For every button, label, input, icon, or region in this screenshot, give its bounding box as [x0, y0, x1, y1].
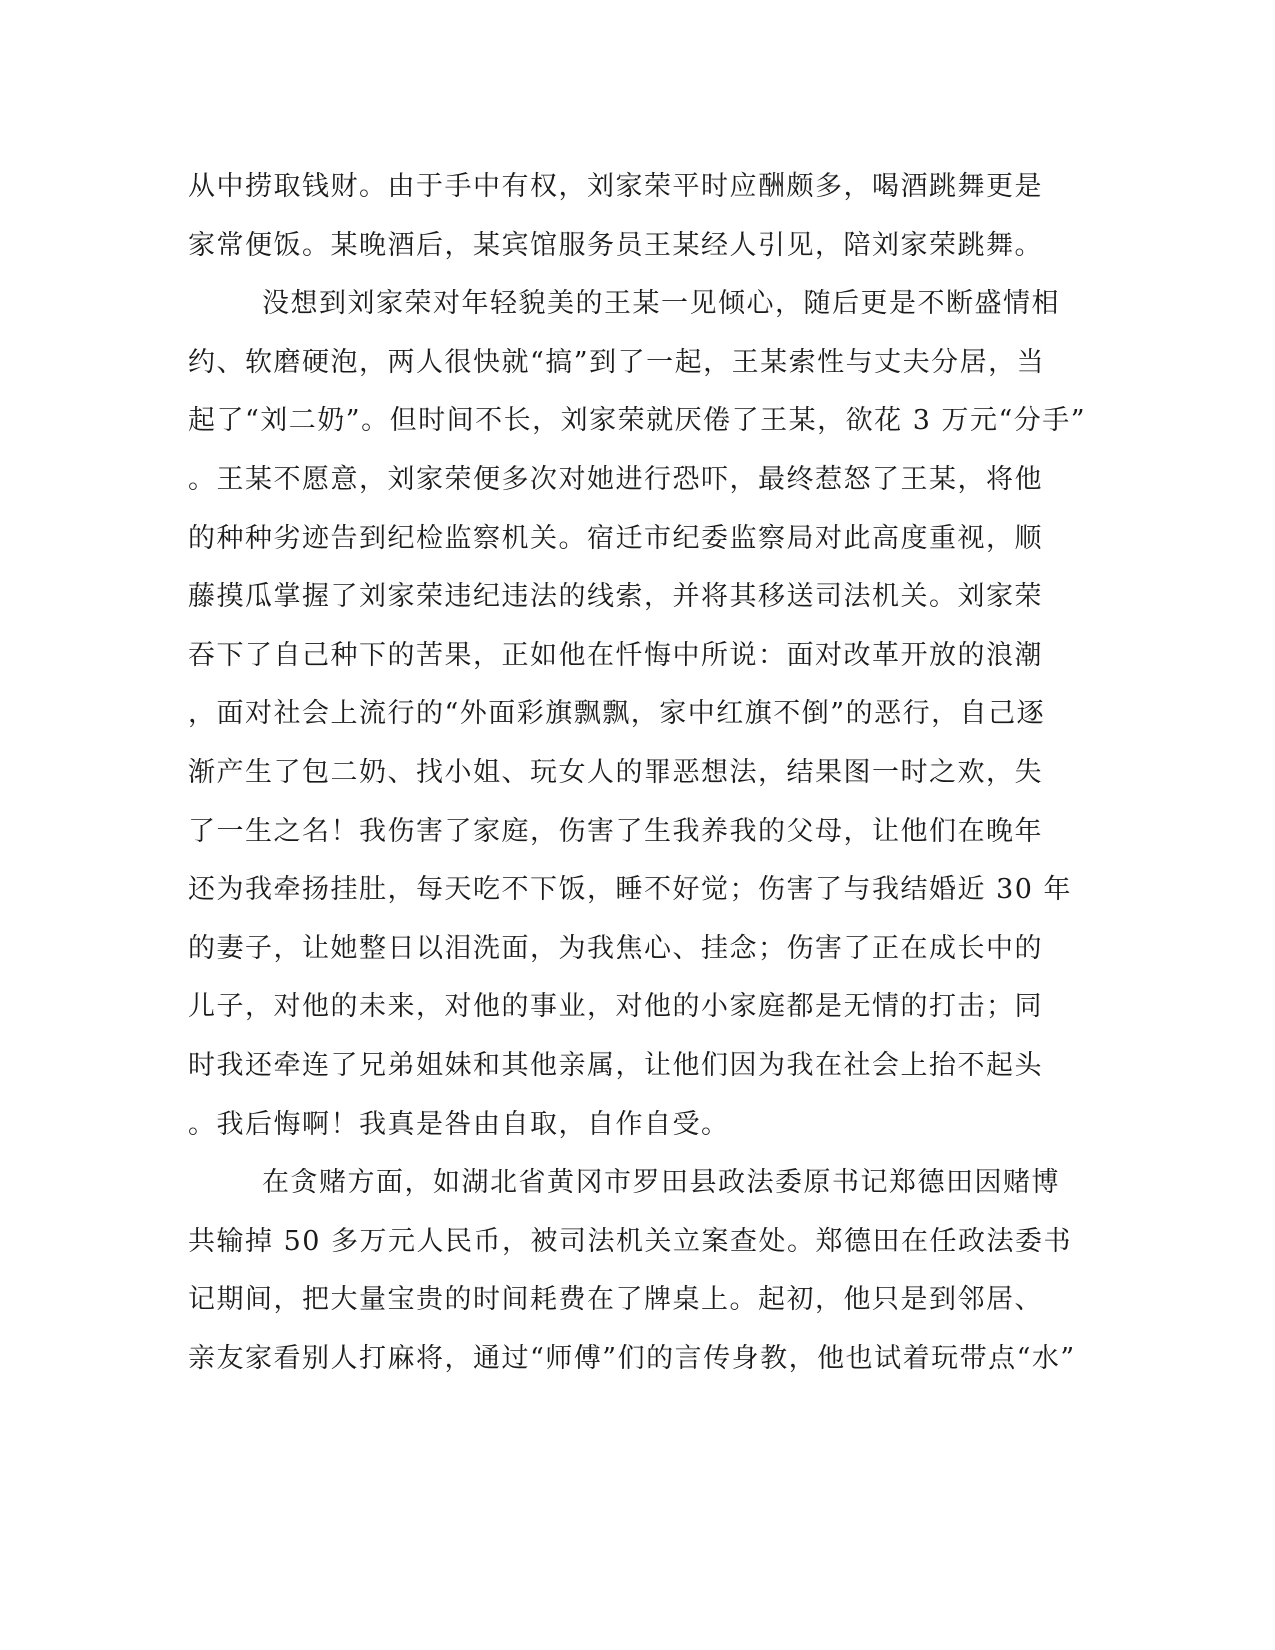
text-line: 约、软磨硬泡，两人很快就“搞”到了一起，王某索性与丈夫分居，当: [188, 346, 1046, 378]
text-line: 从中捞取钱财。由于手中有权，刘家荣平时应酬颇多，喝酒跳舞更是: [188, 171, 1043, 202]
text-line: 渐产生了包二奶、找小姐、玩女人的罪恶想法，结果图一时之欢，失: [188, 756, 1043, 788]
text-line: ，面对社会上流行的“外面彩旗飘飘，家中红旗不倒”的恶行，自己逐: [188, 698, 1046, 730]
text-line: 起了“刘二奶”。但时间不长，刘家荣就厌倦了王某，欲花 3 万元“分手”: [188, 405, 1087, 437]
text-line: 时我还牵连了兄弟姐妹和其他亲属，让他们因为我在社会上抬不起头: [188, 1049, 1043, 1081]
text-line: 了一生之名！我伤害了家庭，伤害了生我养我的父母，让他们在晚年: [188, 815, 1043, 847]
text-line: 。王某不愿意，刘家荣便多次对她进行恐吓，最终惹怒了王某，将他: [188, 463, 1043, 495]
paragraph-first-line: 没想到刘家荣对年轻貌美的王某一见倾心，随后更是不断盛情相: [262, 288, 1060, 320]
text-line: 儿子，对他的未来，对他的事业，对他的小家庭都是无情的打击；同: [188, 991, 1043, 1023]
text-line: 共输掉 50 多万元人民币，被司法机关立案查处。郑德田在任政法委书: [188, 1225, 1073, 1257]
text-line: 的种种劣迹告到纪检监察机关。宿迁市纪委监察局对此高度重视，顺: [188, 522, 1043, 554]
text-line: 的妻子，让她整日以泪洗面，为我焦心、挂念；伤害了正在成长中的: [188, 932, 1043, 964]
text-line: 藤摸瓜掌握了刘家荣违纪违法的线索，并将其移送司法机关。刘家荣: [188, 581, 1043, 613]
text-line: 亲友家看别人打麻将，通过“师傅”们的言传身教，他也试着玩带点“水”: [188, 1342, 1076, 1374]
text-line: 。我后悔啊！我真是咎由自取，自作自受。: [188, 1108, 730, 1140]
text-line: 还为我牵扬挂肚，每天吃不下饭，睡不好觉；伤害了与我结婚近 30 年: [188, 874, 1073, 906]
paragraph-first-line: 在贪赌方面，如湖北省黄冈市罗田县政法委原书记郑德田因赌博: [262, 1167, 1060, 1199]
text-line: 家常便饭。某晚酒后，某宾馆服务员王某经人引见，陪刘家荣跳舞。: [188, 229, 1043, 261]
body-text: [188, 158, 1088, 1388]
text-line: 吞下了自己种下的苦果，正如他在忏悔中所说：面对改革开放的浪潮: [188, 639, 1043, 671]
text-line: 记期间，把大量宝贵的时间耗费在了牌桌上。起初，他只是到邻居、: [188, 1284, 1043, 1316]
